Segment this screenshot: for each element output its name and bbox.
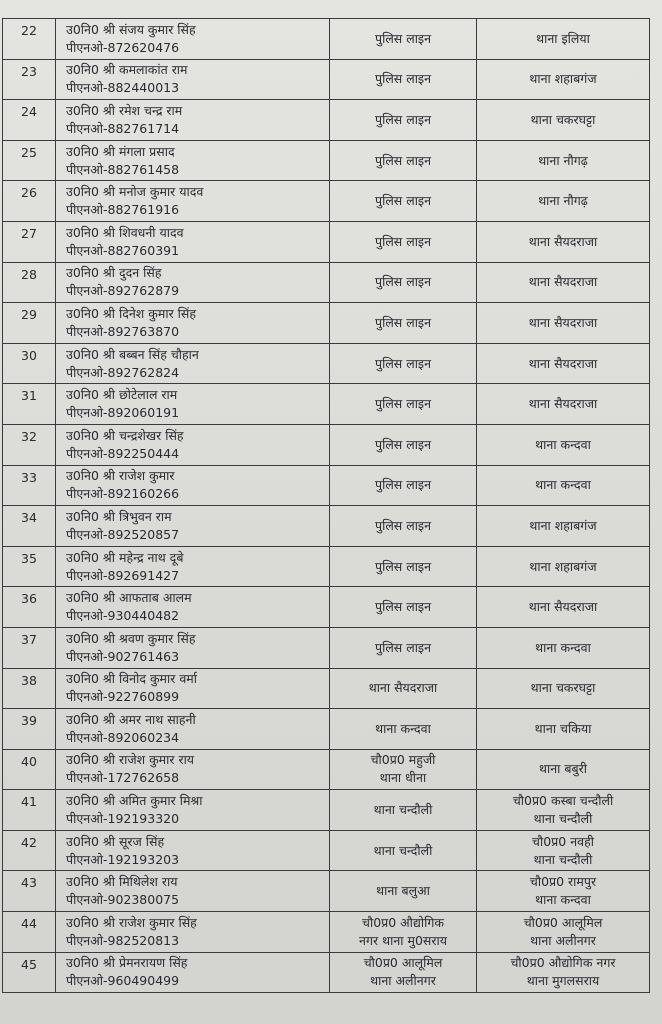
current-posting-line: थाना चन्दौली xyxy=(373,802,433,818)
current-posting-line: पुलिस लाइन xyxy=(374,233,432,249)
current-posting-line: चौ0प्र0 आलूमिल xyxy=(363,955,443,971)
new-posting xyxy=(477,262,650,303)
officer-cell xyxy=(56,587,330,628)
officer-cell xyxy=(56,506,330,547)
officer-name: उ0नि0 श्री राजेश कुमार सिंह xyxy=(66,914,197,930)
current-posting-line: पुलिस लाइन xyxy=(374,599,432,615)
new-posting xyxy=(477,221,650,262)
new-posting-line: थाना शहाबगंज xyxy=(529,71,597,87)
table-row xyxy=(3,668,650,709)
serial-number: 27 xyxy=(3,221,56,262)
current-posting xyxy=(330,303,477,344)
new-posting xyxy=(477,424,650,465)
new-posting xyxy=(477,384,650,425)
new-posting xyxy=(477,587,650,628)
officer-cell xyxy=(56,627,330,668)
officer-cell xyxy=(56,546,330,587)
current-posting xyxy=(330,830,477,871)
new-posting-line: थाना अलीनगर xyxy=(530,932,596,948)
new-posting-line: थाना सैयदराजा xyxy=(528,233,598,249)
serial-number: 36 xyxy=(3,587,56,628)
new-posting-line: थाना नौगढ़ xyxy=(538,193,588,209)
current-posting xyxy=(330,912,477,953)
serial-number: 37 xyxy=(3,627,56,668)
officer-name: उ0नि0 श्री अमर नाथ साहनी xyxy=(66,711,196,727)
current-posting xyxy=(330,546,477,587)
table-row xyxy=(3,262,650,303)
officer-name: उ0नि0 श्री अमित कुमार मिश्रा xyxy=(66,793,203,809)
table-row xyxy=(3,912,650,953)
officer-name: उ0नि0 श्री राजेश कुमार राय xyxy=(66,752,195,768)
serial-number: 39 xyxy=(3,709,56,750)
new-posting xyxy=(477,912,650,953)
officer-name: उ0नि0 श्री राजेश कुमार xyxy=(66,468,175,484)
serial-number: 43 xyxy=(3,871,56,912)
current-posting xyxy=(330,627,477,668)
officer-name: उ0नि0 श्री महेन्द्र नाथ दूबे xyxy=(66,549,184,565)
serial-number: 26 xyxy=(3,181,56,222)
new-posting xyxy=(477,59,650,100)
officer-pno: पीएनओ-892762879 xyxy=(66,283,180,299)
current-posting xyxy=(330,140,477,181)
current-posting xyxy=(330,424,477,465)
current-posting xyxy=(330,668,477,709)
officer-cell xyxy=(56,871,330,912)
table-row xyxy=(3,140,650,181)
officer-cell xyxy=(56,790,330,831)
officer-name: उ0नि0 श्री शिवधनी यादव xyxy=(66,224,184,240)
current-posting xyxy=(330,749,477,790)
table-row xyxy=(3,546,650,587)
officer-name: उ0नि0 श्री छोटेलाल राम xyxy=(66,387,178,403)
new-posting-line: थाना कन्दवा xyxy=(535,639,591,655)
current-posting-line: पुलिस लाइन xyxy=(374,436,432,452)
officer-cell xyxy=(56,19,330,60)
table-row xyxy=(3,424,650,465)
transfer-table-body xyxy=(3,19,650,993)
serial-number: 33 xyxy=(3,465,56,506)
new-posting-line: थाना कन्दवा xyxy=(535,892,591,908)
officer-pno: पीएनओ-882760391 xyxy=(66,242,180,258)
officer-pno: पीएनओ-892060191 xyxy=(66,405,180,421)
current-posting-line: चौ0प्र0 औद्योगिक xyxy=(362,914,444,930)
table-row xyxy=(3,384,650,425)
current-posting xyxy=(330,221,477,262)
new-posting-line: चौ0प्र0 नवही xyxy=(532,833,594,849)
current-posting-line: थाना कन्दवा xyxy=(375,720,431,736)
officer-name: उ0नि0 श्री त्रिभुवन राम xyxy=(66,508,172,524)
new-posting xyxy=(477,343,650,384)
current-posting-line: थाना धीना xyxy=(379,770,427,786)
new-posting xyxy=(477,871,650,912)
serial-number: 31 xyxy=(3,384,56,425)
new-posting xyxy=(477,952,650,993)
table-row xyxy=(3,709,650,750)
new-posting-line: थाना कन्दवा xyxy=(535,477,591,493)
new-posting-line: थाना सैयदराजा xyxy=(528,274,598,290)
officer-name: उ0नि0 श्री संजय कुमार सिंह xyxy=(66,21,196,37)
officer-pno: पीएनओ-882761458 xyxy=(66,161,180,177)
officer-name: उ0नि0 श्री आफताब आलम xyxy=(66,590,192,606)
transfer-table xyxy=(2,18,650,993)
current-posting-line: पुलिस लाइन xyxy=(374,517,432,533)
officer-pno: पीएनओ-892691427 xyxy=(66,567,180,583)
serial-number: 35 xyxy=(3,546,56,587)
new-posting-line: थाना इलिया xyxy=(536,30,590,46)
current-posting xyxy=(330,465,477,506)
current-posting-line: पुलिस लाइन xyxy=(374,396,432,412)
table-row xyxy=(3,19,650,60)
officer-pno: पीएनओ-172762658 xyxy=(66,770,180,786)
new-posting-line: थाना शहाबगंज xyxy=(529,558,597,574)
serial-number: 38 xyxy=(3,668,56,709)
officer-pno: पीएनओ-902761463 xyxy=(66,648,180,664)
current-posting-line: थाना अलीनगर xyxy=(370,973,436,989)
table-row xyxy=(3,506,650,547)
current-posting-line: पुलिस लाइन xyxy=(374,314,432,330)
officer-name: उ0नि0 श्री कमलाकांत राम xyxy=(66,62,188,78)
current-posting-line: चौ0प्र0 महुजी xyxy=(370,752,436,768)
new-posting xyxy=(477,140,650,181)
officer-cell xyxy=(56,181,330,222)
officer-pno: पीएनओ-960490499 xyxy=(66,973,180,989)
officer-pno: पीएनओ-922760899 xyxy=(66,689,180,705)
current-posting-line: पुलिस लाइन xyxy=(374,558,432,574)
officer-name: उ0नि0 श्री मंगला प्रसाद xyxy=(66,143,175,159)
officer-cell xyxy=(56,830,330,871)
officer-name: उ0नि0 श्री श्रवण कुमार सिंह xyxy=(66,630,196,646)
serial-number: 45 xyxy=(3,952,56,993)
new-posting-line: चौ0प्र0 आलूमिल xyxy=(523,914,603,930)
serial-number: 30 xyxy=(3,343,56,384)
officer-cell xyxy=(56,343,330,384)
current-posting-line: पुलिस लाइन xyxy=(374,639,432,655)
new-posting-line: थाना सैयदराजा xyxy=(528,396,598,412)
officer-name: उ0नि0 श्री दिनेश कुमार सिंह xyxy=(66,305,196,321)
new-posting-line: थाना सैयदराजा xyxy=(528,599,598,615)
current-posting xyxy=(330,506,477,547)
current-posting xyxy=(330,871,477,912)
officer-pno: पीएनओ-872620476 xyxy=(66,39,180,55)
current-posting xyxy=(330,59,477,100)
table-row xyxy=(3,587,650,628)
officer-cell xyxy=(56,262,330,303)
new-posting xyxy=(477,546,650,587)
new-posting-line: थाना बबुरी xyxy=(539,761,587,777)
current-posting xyxy=(330,100,477,141)
officer-name: उ0नि0 श्री बब्बन सिंह चौहान xyxy=(66,346,199,362)
serial-number: 34 xyxy=(3,506,56,547)
officer-pno: पीएनओ-892520857 xyxy=(66,526,180,542)
current-posting-line: पुलिस लाइन xyxy=(374,71,432,87)
officer-pno: पीएनओ-882761916 xyxy=(66,202,180,218)
officer-cell xyxy=(56,303,330,344)
new-posting-line: चौ0प्र0 कस्बा चन्दौली xyxy=(512,793,614,809)
new-posting-line: थाना नौगढ़ xyxy=(538,152,588,168)
current-posting xyxy=(330,262,477,303)
officer-cell xyxy=(56,709,330,750)
new-posting xyxy=(477,668,650,709)
new-posting xyxy=(477,709,650,750)
current-posting-line: नगर थाना मु0सराय xyxy=(359,932,447,948)
new-posting-line: थाना चकरघट्टा xyxy=(530,680,596,696)
serial-number: 42 xyxy=(3,830,56,871)
officer-name: उ0नि0 श्री चन्द्रशेखर सिंह xyxy=(66,427,184,443)
officer-cell xyxy=(56,59,330,100)
officer-pno: पीएनओ-892763870 xyxy=(66,323,180,339)
officer-name: उ0नि0 श्री मिथिलेश राय xyxy=(66,874,178,890)
new-posting xyxy=(477,100,650,141)
current-posting-line: पुलिस लाइन xyxy=(374,355,432,371)
current-posting-line: पुलिस लाइन xyxy=(374,274,432,290)
officer-pno: पीएनओ-902380075 xyxy=(66,892,180,908)
officer-cell xyxy=(56,749,330,790)
current-posting xyxy=(330,952,477,993)
new-posting xyxy=(477,830,650,871)
serial-number: 29 xyxy=(3,303,56,344)
officer-name: उ0नि0 श्री दुदन सिंह xyxy=(66,265,162,281)
new-posting-line: चौ0प्र0 औद्योगिक नगर xyxy=(510,955,616,971)
officer-cell xyxy=(56,465,330,506)
current-posting-line: पुलिस लाइन xyxy=(374,30,432,46)
officer-name: उ0नि0 श्री प्रेमनरायण सिंह xyxy=(66,955,188,971)
officer-cell xyxy=(56,668,330,709)
officer-cell xyxy=(56,140,330,181)
table-row xyxy=(3,221,650,262)
table-row xyxy=(3,952,650,993)
table-row xyxy=(3,181,650,222)
officer-cell xyxy=(56,384,330,425)
table-row xyxy=(3,627,650,668)
new-posting xyxy=(477,303,650,344)
current-posting-line: पुलिस लाइन xyxy=(374,111,432,127)
serial-number: 32 xyxy=(3,424,56,465)
current-posting xyxy=(330,384,477,425)
current-posting xyxy=(330,181,477,222)
table-row xyxy=(3,100,650,141)
serial-number: 40 xyxy=(3,749,56,790)
officer-pno: पीएनओ-892250444 xyxy=(66,445,180,461)
table-row xyxy=(3,343,650,384)
current-posting-line: पुलिस लाइन xyxy=(374,152,432,168)
officer-pno: पीएनओ-930440482 xyxy=(66,608,180,624)
officer-pno: पीएनओ-892160266 xyxy=(66,486,180,502)
officer-pno: पीएनओ-192193203 xyxy=(66,851,180,867)
new-posting xyxy=(477,627,650,668)
officer-name: उ0नि0 श्री सूरज सिंह xyxy=(66,833,165,849)
new-posting-line: थाना चकरघट्टा xyxy=(530,111,596,127)
current-posting xyxy=(330,790,477,831)
new-posting-line: थाना शहाबगंज xyxy=(529,517,597,533)
table-row xyxy=(3,465,650,506)
new-posting-line: थाना सैयदराजा xyxy=(528,355,598,371)
new-posting xyxy=(477,181,650,222)
new-posting xyxy=(477,790,650,831)
current-posting-line: पुलिस लाइन xyxy=(374,477,432,493)
table-row xyxy=(3,59,650,100)
new-posting-line: थाना चन्दौली xyxy=(533,851,593,867)
new-posting-line: थाना चन्दौली xyxy=(533,811,593,827)
officer-pno: पीएनओ-192193320 xyxy=(66,811,180,827)
table-row xyxy=(3,303,650,344)
current-posting-line: पुलिस लाइन xyxy=(374,193,432,209)
current-posting xyxy=(330,709,477,750)
officer-name: उ0नि0 श्री मनोज कुमार यादव xyxy=(66,184,204,200)
officer-name: उ0नि0 श्री विनोद कुमार वर्मा xyxy=(66,671,197,687)
current-posting-line: थाना बलुआ xyxy=(376,883,430,899)
new-posting-line: थाना कन्दवा xyxy=(535,436,591,452)
officer-pno: पीएनओ-882761714 xyxy=(66,120,180,136)
new-posting-line: चौ0प्र0 रामपुर xyxy=(529,874,597,890)
new-posting xyxy=(477,749,650,790)
serial-number: 23 xyxy=(3,59,56,100)
serial-number: 44 xyxy=(3,912,56,953)
officer-cell xyxy=(56,424,330,465)
serial-number: 25 xyxy=(3,140,56,181)
table-row xyxy=(3,830,650,871)
officer-cell xyxy=(56,912,330,953)
officer-pno: पीएनओ-892762824 xyxy=(66,364,180,380)
officer-cell xyxy=(56,221,330,262)
officer-cell xyxy=(56,952,330,993)
new-posting-line: थाना मुगलसराय xyxy=(526,973,600,989)
table-row xyxy=(3,749,650,790)
new-posting-line: थाना चकिया xyxy=(534,720,592,736)
current-posting xyxy=(330,587,477,628)
officer-pno: पीएनओ-892060234 xyxy=(66,729,180,745)
new-posting xyxy=(477,506,650,547)
serial-number: 28 xyxy=(3,262,56,303)
officer-cell xyxy=(56,100,330,141)
serial-number: 22 xyxy=(3,19,56,60)
serial-number: 24 xyxy=(3,100,56,141)
new-posting xyxy=(477,465,650,506)
table-row xyxy=(3,871,650,912)
current-posting xyxy=(330,343,477,384)
officer-name: उ0नि0 श्री रमेश चन्द्र राम xyxy=(66,102,183,118)
new-posting-line: थाना सैयदराजा xyxy=(528,314,598,330)
serial-number: 41 xyxy=(3,790,56,831)
current-posting-line: थाना सैयदराजा xyxy=(368,680,438,696)
current-posting xyxy=(330,19,477,60)
table-row xyxy=(3,790,650,831)
officer-pno: पीएनओ-982520813 xyxy=(66,932,180,948)
officer-pno: पीएनओ-882440013 xyxy=(66,80,180,96)
new-posting xyxy=(477,19,650,60)
current-posting-line: थाना चन्दौली xyxy=(373,842,433,858)
